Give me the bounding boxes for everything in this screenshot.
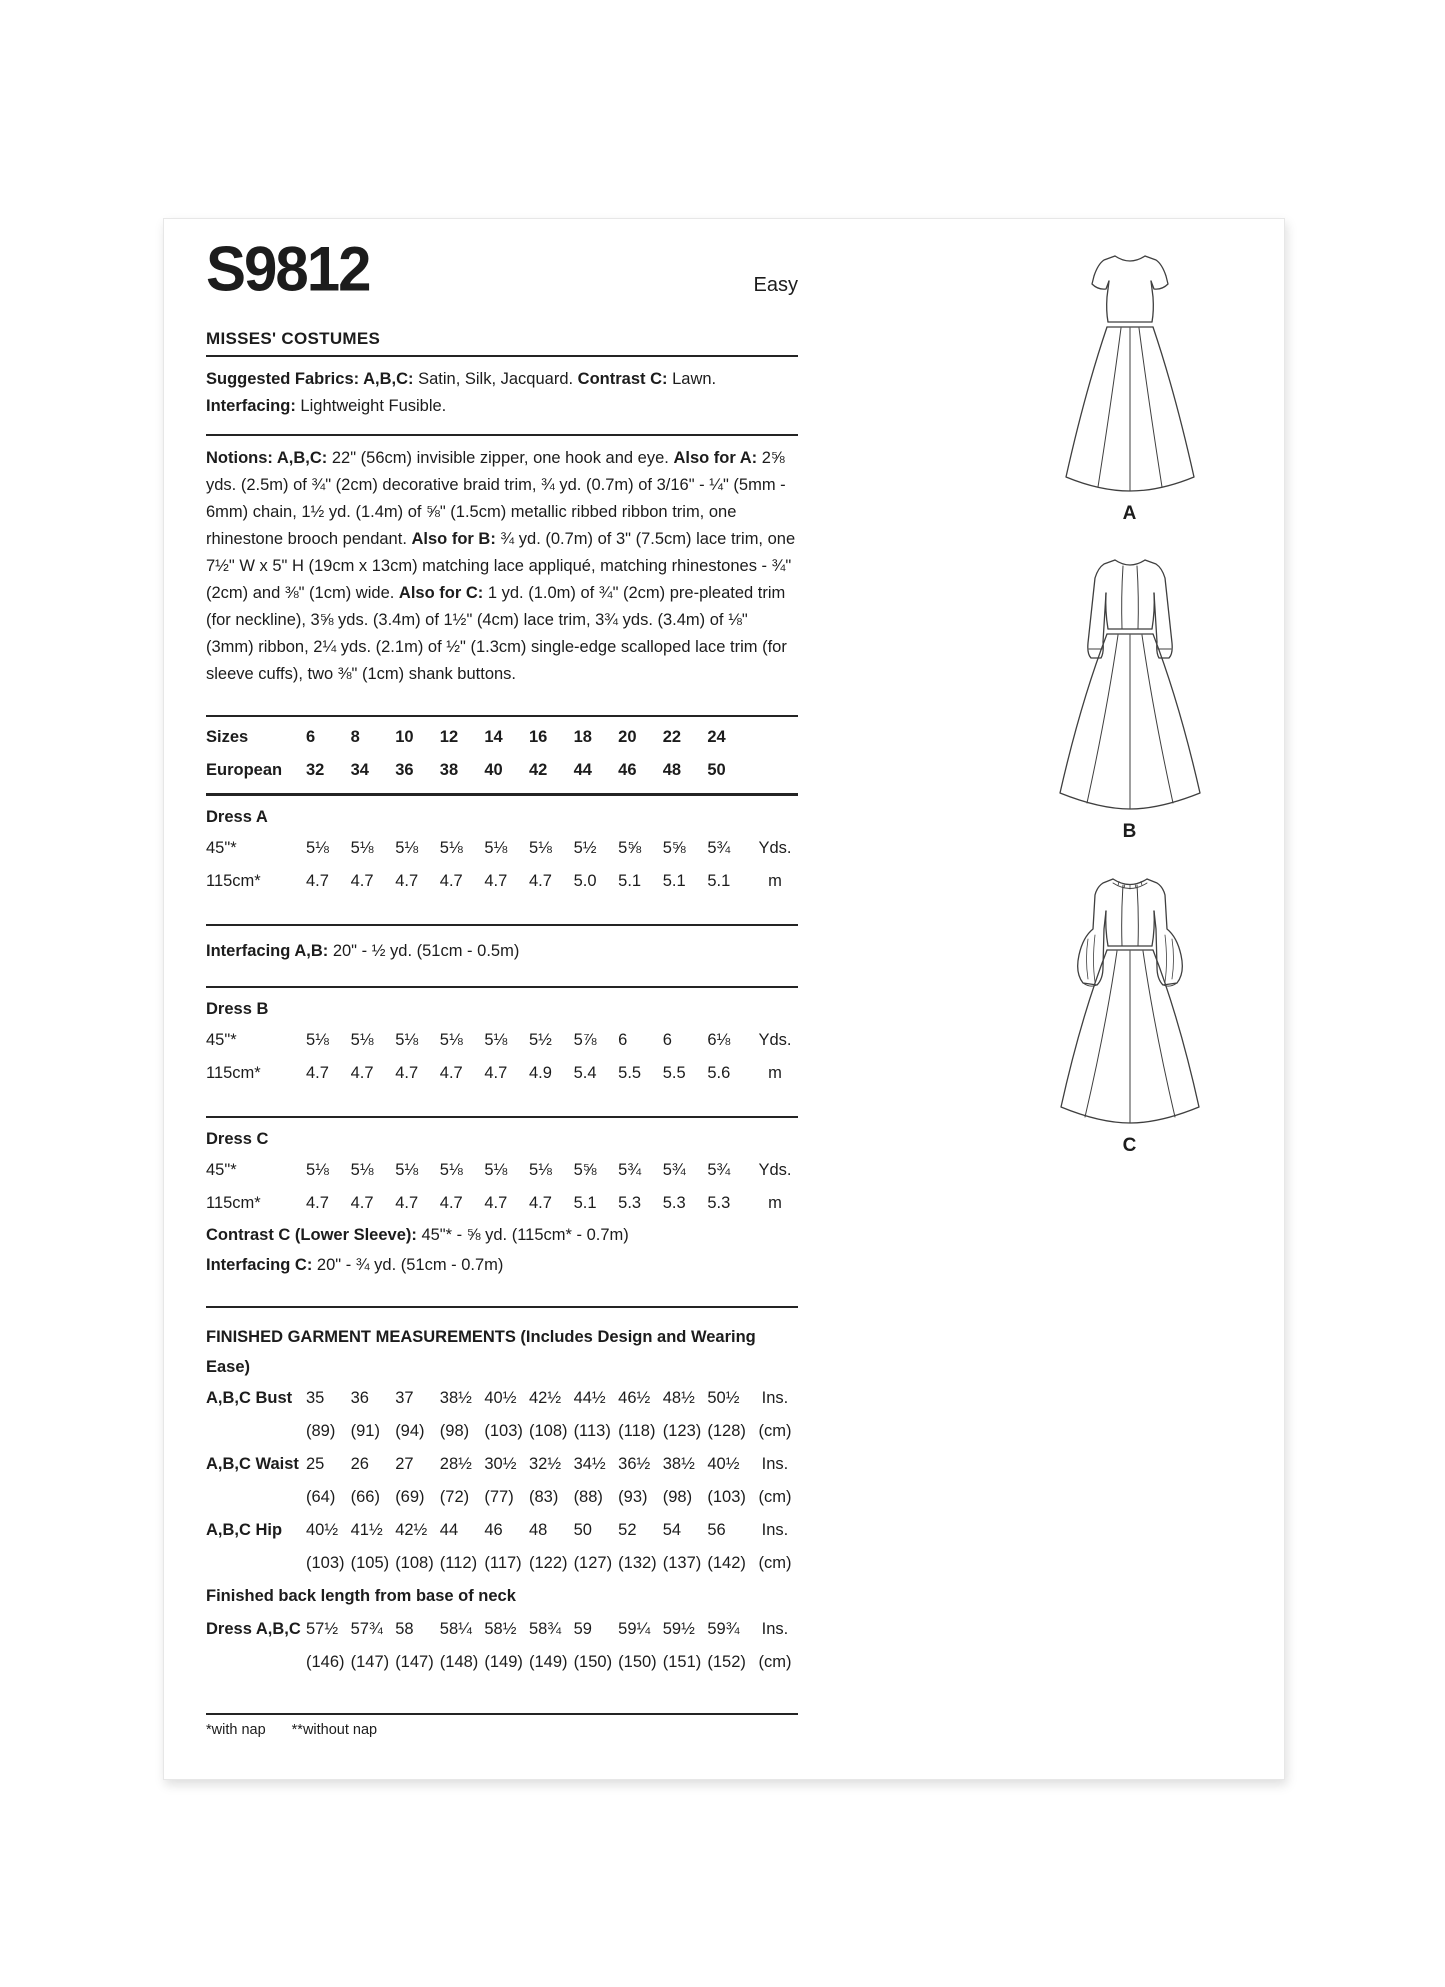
cell-value: 50½ <box>707 1388 740 1407</box>
cell-value: (147) <box>395 1652 434 1671</box>
bold-text: Contrast C (Lower Sleeve): <box>206 1225 417 1244</box>
cell-value: 52 <box>618 1520 637 1539</box>
cell-value: 50 <box>707 760 726 779</box>
notions-paragraph <box>206 445 798 688</box>
table-row <box>206 1024 798 1057</box>
cell-value: 57¾ <box>350 1619 383 1638</box>
row-label <box>206 1646 306 1679</box>
cell-value: 40½ <box>707 1454 740 1473</box>
table-row <box>206 1646 798 1679</box>
cell-value: 5¾ <box>662 1160 686 1179</box>
cell-value: 5.3 <box>707 1193 731 1212</box>
cell-value: 42½ <box>395 1520 428 1539</box>
table-row <box>206 1613 798 1646</box>
cell-value: 24 <box>707 727 726 746</box>
table-row <box>206 865 798 898</box>
pattern-envelope-back <box>163 218 1285 1780</box>
cell-value: 8 <box>350 727 360 746</box>
cell-value: 48 <box>662 760 682 779</box>
row-label: A,B,C Waist <box>206 1454 299 1473</box>
cell-value: 30½ <box>484 1454 517 1473</box>
view-c-figure <box>1045 869 1215 1157</box>
main-content-column <box>206 233 798 1679</box>
cell-value: 5⅛ <box>528 838 552 857</box>
text: 22" (56cm) invisible zipper, one hook and eye. <box>327 449 674 468</box>
cell-value: 5⅝ <box>618 838 642 857</box>
row-label: 45"* <box>206 1030 237 1049</box>
cell-value: 18 <box>573 727 592 746</box>
table-row <box>206 721 798 754</box>
cell-value: (118) <box>618 1421 656 1440</box>
cell-value: 5⅛ <box>395 838 419 857</box>
cell-value: 37 <box>395 1388 414 1407</box>
cell-value: 5.5 <box>618 1063 642 1082</box>
cell-value: (123) <box>662 1421 702 1440</box>
cell-value: 4.7 <box>528 1193 552 1212</box>
bold-text: Notions: A,B,C: <box>206 449 328 468</box>
category-title: MISSES' COSTUMES <box>206 329 381 348</box>
cell-value: 4.7 <box>306 871 329 890</box>
divider <box>206 434 798 436</box>
bold-text: Interfacing C: <box>206 1255 313 1274</box>
row-label: Sizes <box>206 727 249 746</box>
divider <box>206 1306 798 1308</box>
cell-value: 5⅞ <box>573 1030 597 1049</box>
cell-value: 14 <box>484 727 503 746</box>
divider <box>206 793 798 796</box>
cell-value: 41½ <box>350 1520 383 1539</box>
cell-value: 58¾ <box>528 1619 562 1638</box>
cell-value: 58½ <box>484 1619 517 1638</box>
cell-value: 36½ <box>618 1454 651 1473</box>
unit-label: Yds. <box>758 1030 792 1049</box>
cell-value: 56 <box>707 1520 726 1539</box>
cell-value: 4.7 <box>439 1193 463 1212</box>
cell-value: 4.7 <box>350 1063 374 1082</box>
cell-value: 5⅛ <box>439 1030 463 1049</box>
cell-value: (152) <box>707 1652 746 1671</box>
unit-label: m <box>768 871 782 890</box>
nap-footnote <box>206 1722 798 1738</box>
cell-value: (88) <box>573 1487 603 1506</box>
cell-value: 38½ <box>439 1388 472 1407</box>
cell-value: (108) <box>395 1553 434 1572</box>
cell-value: (103) <box>484 1421 523 1440</box>
cell-value: 4.7 <box>528 871 552 890</box>
unit-label: (cm) <box>758 1421 792 1440</box>
cell-value: 5.6 <box>707 1063 731 1082</box>
cell-value: (148) <box>439 1652 479 1671</box>
cell-value: 5⅝ <box>662 838 686 857</box>
cell-value: (122) <box>528 1553 568 1572</box>
cell-value: (150) <box>573 1652 613 1671</box>
pattern-number: S9812 <box>206 233 370 305</box>
cell-value: 4.7 <box>350 1193 374 1212</box>
cell-value: 59¾ <box>707 1619 740 1638</box>
cell-value: (66) <box>350 1487 380 1506</box>
cell-value: 40½ <box>306 1520 339 1539</box>
cell-value: 59½ <box>662 1619 695 1638</box>
bold-text: Interfacing: <box>206 397 296 416</box>
cell-value: (64) <box>306 1487 336 1506</box>
divider <box>206 924 798 926</box>
cell-value: 50 <box>573 1520 592 1539</box>
cell-value: (98) <box>662 1487 693 1506</box>
cell-value: 58¼ <box>439 1619 472 1638</box>
cell-value: (149) <box>484 1652 523 1671</box>
dress-a-illustration <box>1045 247 1215 499</box>
unit-label: Ins. <box>761 1520 789 1539</box>
cell-value: 4.9 <box>528 1063 552 1082</box>
unit-label: Yds. <box>758 1160 792 1179</box>
cell-value: (113) <box>573 1421 611 1440</box>
bold-text: Interfacing A,B: <box>206 941 329 960</box>
text: 45"* - ⅝ yd. (115cm* - 0.7m) <box>416 1225 629 1244</box>
cell-value: (108) <box>528 1421 568 1440</box>
cell-value: (127) <box>573 1553 613 1572</box>
unit-label: m <box>768 1063 782 1082</box>
view-illustrations-column <box>1022 247 1237 1183</box>
bold-text: Also for C: <box>398 584 484 603</box>
dress-c-section-title: Dress C <box>206 1129 269 1148</box>
cell-value: 6 <box>662 1030 672 1049</box>
contrast-c-line <box>206 1220 798 1250</box>
row-label: A,B,C Hip <box>206 1520 283 1539</box>
text: 2⅝ yds. (2.5m) of ¾" (2cm) decorative braid trim, ¾ yd. (0.7m) of 3/16" - ¼" (5mm - 6mm) chain, 1½ yd. (1.4m) of ⅝" (1.5cm) metallic ribbed ribbon trim, one rhinestone brooch pendant. <box>206 449 786 549</box>
cell-value: (151) <box>662 1652 702 1671</box>
cell-value: 4.7 <box>439 1063 463 1082</box>
footer <box>206 1707 798 1738</box>
text: Satin, Silk, Jacquard. <box>413 370 578 388</box>
cell-value: 27 <box>395 1454 414 1473</box>
cell-value: 40 <box>484 760 503 779</box>
unit-label <box>752 754 798 787</box>
table-row <box>206 1057 798 1090</box>
cell-value: 5¾ <box>618 1160 642 1179</box>
divider <box>206 986 798 988</box>
cell-value: 5½ <box>528 1030 552 1049</box>
view-a-label: A <box>1122 503 1137 524</box>
cell-value: (98) <box>439 1421 470 1440</box>
table-row <box>206 1547 798 1580</box>
cell-value: (142) <box>707 1553 746 1572</box>
view-a-figure <box>1045 247 1215 525</box>
cell-value: 34½ <box>573 1454 606 1473</box>
view-b-label: B <box>1122 821 1137 842</box>
cell-value: (91) <box>350 1421 380 1440</box>
cell-value: 5⅛ <box>439 1160 463 1179</box>
text: ¾ yd. (0.7m) of 3" (7.5cm) lace trim, one 7½" W x 5" H (19cm x 13cm) matching lace appliqué, matching rhinestones - ¾" (2cm) and ⅜" (1cm) wide. <box>206 530 796 603</box>
unit-label: Ins. <box>761 1388 789 1407</box>
cell-value: 46½ <box>618 1388 651 1407</box>
cell-value: 5.3 <box>618 1193 642 1212</box>
cell-value: 4.7 <box>350 871 374 890</box>
dress-b-section-title: Dress B <box>206 999 269 1018</box>
row-label: 45"* <box>206 838 237 857</box>
cell-value: 5⅛ <box>484 838 508 857</box>
cell-value: 5⅛ <box>484 1160 508 1179</box>
cell-value: (137) <box>662 1553 702 1572</box>
cell-value: 4.7 <box>484 871 508 890</box>
dress-c-illustration <box>1045 869 1215 1131</box>
cell-value: 28½ <box>439 1454 472 1473</box>
unit-label: Yds. <box>758 838 792 857</box>
cell-value: 10 <box>395 727 414 746</box>
cell-value: 12 <box>439 727 459 746</box>
cell-value: 42 <box>528 760 548 779</box>
cell-value: 5⅛ <box>395 1160 419 1179</box>
bold-text: Also for A: <box>673 449 758 468</box>
without-nap-note: **without nap <box>291 1722 378 1738</box>
cell-value: 32 <box>306 760 325 779</box>
text: Lightweight Fusible. <box>295 397 447 416</box>
cell-value: 59 <box>573 1619 592 1638</box>
cell-value: (105) <box>350 1553 390 1572</box>
view-b-figure <box>1045 551 1215 843</box>
cell-value: (69) <box>395 1487 425 1506</box>
dress-a-yardage-table <box>206 832 798 898</box>
cell-value: (147) <box>350 1652 390 1671</box>
cell-value: 5⅛ <box>528 1160 552 1179</box>
divider <box>206 1713 798 1715</box>
text: 20" - ¾ yd. (51cm - 0.7m) <box>312 1255 504 1274</box>
cell-value: 59¼ <box>618 1619 651 1638</box>
cell-value: 34 <box>350 760 369 779</box>
header <box>206 233 798 305</box>
cell-value: 5⅛ <box>439 838 463 857</box>
finished-measurements-table <box>206 1382 798 1580</box>
cell-value: (103) <box>306 1553 345 1572</box>
interfacing-c-line <box>206 1250 798 1280</box>
cell-value: 5⅛ <box>484 1030 508 1049</box>
cell-value: (94) <box>395 1421 425 1440</box>
unit-label: (cm) <box>758 1553 792 1572</box>
cell-value: 48 <box>528 1520 548 1539</box>
text: Lawn. <box>667 370 717 388</box>
row-label: 115cm* <box>206 871 261 890</box>
row-label <box>206 1481 306 1514</box>
difficulty-badge: Easy <box>753 274 798 296</box>
cell-value: 5⅛ <box>350 1030 374 1049</box>
cell-value: 4.7 <box>395 871 419 890</box>
cell-value: 5⅛ <box>350 838 374 857</box>
cell-value: (77) <box>484 1487 514 1506</box>
cell-value: 6⅛ <box>707 1030 731 1049</box>
sizes-table <box>206 721 798 787</box>
cell-value: 4.7 <box>484 1063 508 1082</box>
cell-value: (128) <box>707 1421 746 1440</box>
bold-text: Contrast C: <box>577 370 668 388</box>
cell-value: 44 <box>439 1520 459 1539</box>
row-label: Dress A,B,C <box>206 1619 301 1638</box>
cell-value: 25 <box>306 1454 325 1473</box>
cell-value: 5⅛ <box>306 1030 329 1049</box>
table-row <box>206 1154 798 1187</box>
cell-value: (150) <box>618 1652 657 1671</box>
text: 1 yd. (1.0m) of ¾" (2cm) pre-pleated trim (for neckline), 3⅝ yds. (3.4m) of 1½" (4cm) lace trim, 3¾ yds. (3.4m) of ⅛" (3mm) ribbon, 2¼ yds. (2.1m) of ½" (1.3cm) single-edge scalloped lace trim (for sleeve cuffs), two ⅜" (1cm) shank buttons. <box>206 584 787 684</box>
cell-value: 5.5 <box>662 1063 686 1082</box>
cell-value: 22 <box>662 727 682 746</box>
text: 20" - ½ yd. (51cm - 0.5m) <box>328 941 520 960</box>
cell-value: (149) <box>528 1652 568 1671</box>
cell-value: 58 <box>395 1619 414 1638</box>
row-label <box>206 1547 306 1580</box>
cell-value: 5⅛ <box>306 1160 329 1179</box>
finished-measurements-title: FINISHED GARMENT MEASUREMENTS (Includes Design and Wearing Ease) <box>206 1327 756 1376</box>
cell-value: (103) <box>707 1487 746 1506</box>
unit-label <box>752 721 798 754</box>
table-row <box>206 1382 798 1415</box>
cell-value: (93) <box>618 1487 648 1506</box>
row-label: 115cm* <box>206 1063 261 1082</box>
dress-a-section-title: Dress A <box>206 807 268 826</box>
dress-b-illustration <box>1045 551 1215 817</box>
table-row <box>206 1514 798 1547</box>
cell-value: (132) <box>618 1553 657 1572</box>
unit-label: m <box>768 1193 782 1212</box>
cell-value: 5½ <box>573 838 597 857</box>
unit-label: Ins. <box>761 1619 789 1638</box>
cell-value: 5.1 <box>662 871 686 890</box>
cell-value: 36 <box>395 760 414 779</box>
cell-value: 4.7 <box>306 1063 329 1082</box>
cell-value: (83) <box>528 1487 559 1506</box>
row-label <box>206 1415 306 1448</box>
view-c-label: C <box>1122 1135 1137 1156</box>
cell-value: 4.7 <box>484 1193 508 1212</box>
table-row <box>206 1415 798 1448</box>
cell-value: 44½ <box>573 1388 606 1407</box>
cell-value: (72) <box>439 1487 470 1506</box>
row-label: 115cm* <box>206 1193 261 1212</box>
dress-c-yardage-table <box>206 1154 798 1220</box>
cell-value: 46 <box>618 760 637 779</box>
cell-value: 35 <box>306 1388 325 1407</box>
cell-value: 32½ <box>528 1454 562 1473</box>
cell-value: (112) <box>439 1553 478 1572</box>
cell-value: 4.7 <box>395 1063 419 1082</box>
cell-value: 5.3 <box>662 1193 686 1212</box>
back-length-subheading: Finished back length from base of neck <box>206 1586 516 1605</box>
cell-value: 6 <box>306 727 316 746</box>
cell-value: 36 <box>350 1388 369 1407</box>
cell-value: 48½ <box>662 1388 695 1407</box>
interfacing-ab-line <box>206 936 798 966</box>
cell-value: 5.4 <box>573 1063 597 1082</box>
cell-value: 26 <box>350 1454 369 1473</box>
cell-value: 16 <box>528 727 548 746</box>
cell-value: 4.7 <box>395 1193 419 1212</box>
table-row <box>206 1448 798 1481</box>
dress-b-yardage-table <box>206 1024 798 1090</box>
divider <box>206 715 798 717</box>
table-row <box>206 754 798 787</box>
cell-value: 5⅛ <box>395 1030 419 1049</box>
unit-label: (cm) <box>758 1652 792 1671</box>
with-nap-note: *with nap <box>206 1722 266 1738</box>
row-label: 45"* <box>206 1160 237 1179</box>
cell-value: 5¾ <box>707 1160 731 1179</box>
cell-value: (117) <box>484 1553 522 1572</box>
cell-value: 5⅝ <box>573 1160 597 1179</box>
cell-value: 5⅛ <box>306 838 329 857</box>
unit-label: Ins. <box>761 1454 789 1473</box>
divider <box>206 355 798 357</box>
divider <box>206 1116 798 1118</box>
cell-value: 57½ <box>306 1619 339 1638</box>
back-length-table <box>206 1613 798 1679</box>
cell-value: 38½ <box>662 1454 695 1473</box>
cell-value: 5.0 <box>573 871 597 890</box>
cell-value: 42½ <box>528 1388 562 1407</box>
cell-value: 5.1 <box>573 1193 597 1212</box>
cell-value: 5¾ <box>707 838 731 857</box>
cell-value: 46 <box>484 1520 503 1539</box>
cell-value: 4.7 <box>439 871 463 890</box>
cell-value: 5⅛ <box>350 1160 374 1179</box>
cell-value: 5.1 <box>707 871 731 890</box>
suggested-fabrics-paragraph <box>206 366 798 420</box>
cell-value: 6 <box>618 1030 628 1049</box>
cell-value: (146) <box>306 1652 345 1671</box>
row-label: A,B,C Bust <box>206 1388 293 1407</box>
table-row <box>206 832 798 865</box>
bold-text: Suggested Fabrics: A,B,C: <box>206 370 414 388</box>
table-row <box>206 1187 798 1220</box>
cell-value: 4.7 <box>306 1193 329 1212</box>
cell-value: 54 <box>662 1520 682 1539</box>
row-label: European <box>206 760 283 779</box>
cell-value: 44 <box>573 760 592 779</box>
bold-text: Also for B: <box>411 530 496 549</box>
cell-value: 38 <box>439 760 459 779</box>
cell-value: 20 <box>618 727 637 746</box>
cell-value: (89) <box>306 1421 336 1440</box>
cell-value: 40½ <box>484 1388 517 1407</box>
table-row <box>206 1481 798 1514</box>
cell-value: 5.1 <box>618 871 642 890</box>
unit-label: (cm) <box>758 1487 792 1506</box>
